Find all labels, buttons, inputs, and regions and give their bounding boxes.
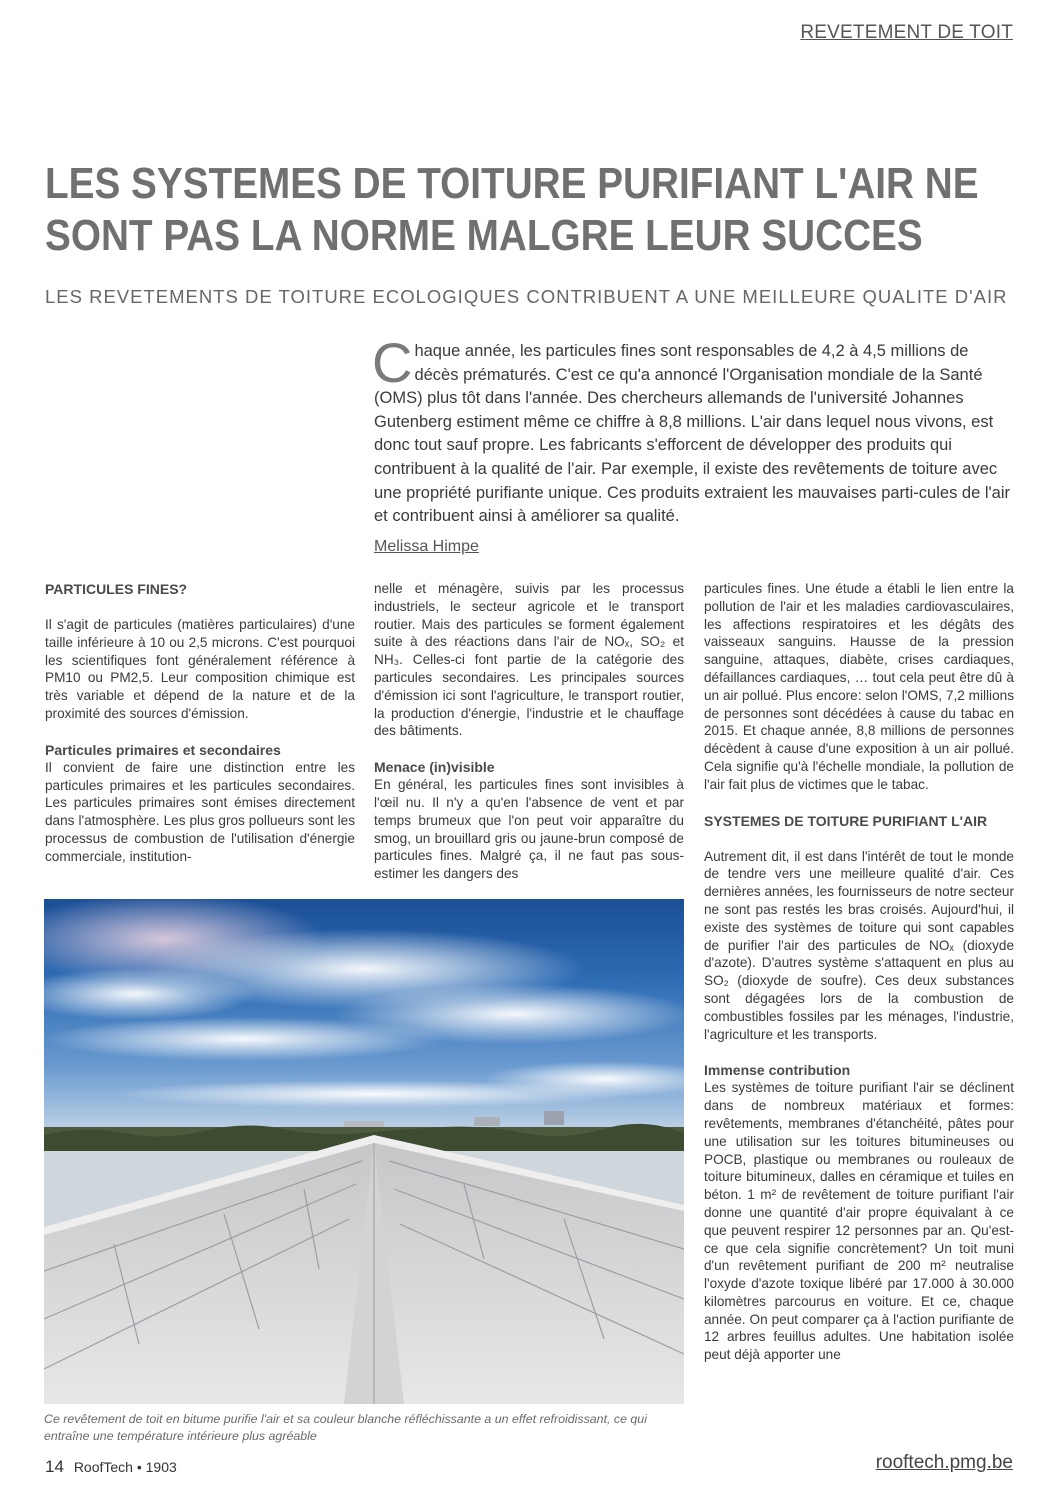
heading-systemes-de-toiture: SYSTEMES DE TOITURE PURIFIANT L'AIR <box>704 812 988 829</box>
title-line-1: LES SYSTEMES DE TOITURE PURIFIANT L'AIR NE <box>45 159 979 208</box>
subheading-particules-primaires: Particules primaires et secondaires <box>45 741 281 758</box>
section-tag: REVETEMENT DE TOIT <box>800 22 1013 43</box>
article-title <box>45 158 979 262</box>
paragraph: Les systèmes de toiture purifiant l'air se déclinent dans de nombreux matériaux et formes: revêtements, membranes d'étanchéité, pâtes pour une utilisation sur les toitures bitumineuses ou POCB, plastique ou membranes ou rouleaux de toiture bitumineux, dalles en céramique et tuiles en béton. 1 m² de revêtement de toiture purifiant l'air donne une quantité d'air propre équivalant à ce que peuvent respirer 12 personnes par an. Qu'est-ce que cela signifie concrètement? Un toit muni d'un revêtement purifiant de 200 m² neutralise l'oxyde d'azote toxique libéré par 17.000 à 30.000 kilomètres parcourus en voiture. Et ce, chaque année. On peut comparer ça à l'action purifiante de 12 arbres feuillus adultes. Une habitation isolée peut déjà apporter une <box>704 1080 1014 1363</box>
intro-text: haque année, les particules fines sont responsables de 4,2 à 4,5 millions de décès prématurés. C'est ce qu'a annoncé l'Organisation mondiale de la Santé (OMS) plus tôt dans l'année. Des chercheurs allemands de l'université Johannes Gutenberg estiment même ce chiffre à 8,8 millions. L'air dans lequel nous vivons, est donc tout sauf propre. Les fabricants s'efforcent de développer des produits qui contribuent à la qualité de l'air. Par exemple, il existe des revêtements de toiture avec une propriété purifiante unique. Ces produits extraient les mauvaises parti-cules de l'air et contribuent ainsi à améliorer sa qualité. <box>374 342 1010 526</box>
page-number: 14 <box>45 1457 64 1476</box>
paragraph: En général, les particules fines sont invisibles à l'œil nu. Il n'y a qu'en l'absence de vent et par temps brumeux que l'on peut voir apparaître du smog, un brouillard gris ou jaune-brun composé de particules fines. Malgré ça, il ne faut pas sous-estimer les dangers des <box>374 777 684 882</box>
magazine-issue: RoofTech • 1903 <box>73 1459 177 1475</box>
footer-left <box>45 1457 177 1477</box>
article-subtitle: LES REVETEMENTS DE TOITURE ECOLOGIQUES CONTRIBUENT A UNE MEILLEURE QUALITE D'AIR <box>45 286 1008 307</box>
heading-particules-fines: PARTICULES FINES? <box>45 581 188 597</box>
intro-paragraph <box>372 331 1014 529</box>
drop-cap: C <box>372 331 413 394</box>
photo-caption: Ce revêtement de toit en bitume purifie l'air et sa couleur blanche réfléchissante a un effet refroidissant, ce qui entraîne une température intérieure plus agréable <box>44 1412 647 1443</box>
roof-photo <box>44 899 684 1404</box>
title-line-2: SONT PAS LA NORME MALGRE LEUR SUCCES <box>45 211 923 260</box>
paragraph: nelle et ménagère, suivis par les processus industriels, le secteur agricole et le transport routier. Mais des particules se forment également suite à des réactions dans l'air de NOₓ, SO₂ et NH₃. Celles-ci font partie de la catégorie des particules secondaires. Les principales sources d'émission ici sont l'agriculture, le transport routier, la production d'énergie, l'industrie et le chauffage des bâtiments. <box>374 581 684 739</box>
column-1 <box>45 580 355 866</box>
subheading-menace-invisible: Menace (in)visible <box>374 759 495 776</box>
website-link[interactable]: rooftech.pmg.be <box>875 1452 1013 1473</box>
author-byline: Melissa Himpe <box>374 538 479 555</box>
paragraph: Il convient de faire une distinction entre les particules primaires et les particules secondaires. Les particules primaires sont émises directement dans l'atmosphère. Les plus gros pollueurs sont les processus de combustion de l'utilisation d'énergie commerciale, institution- <box>45 759 355 864</box>
subheading-immense-contribution: Immense contribution <box>704 1062 851 1079</box>
paragraph: particules fines. Une étude a établi le lien entre la pollution de l'air et les maladies cardiovasculaires, les affections respiratoires et les dégâts des vaisseaux sanguins. Hausse de la pression sanguine, attaques, diabète, crises cardiaques, défaillances cardiaques, … tout cela peut être dû à un air pollué. Plus encore: selon l'OMS, 7,2 millions de personnes sont décédées à cause du tabac en 2015. Et chaque année, 8,8 millions de personnes décèdent à cause d'une exposition à un air pollué. Cela signifie qu'à l'échelle mondiale, la pollution de l'air fait plus de victimes que le tabac. <box>704 581 1014 792</box>
roof-photo-illustration <box>44 899 684 1404</box>
column-3 <box>704 580 1014 1364</box>
paragraph: Autrement dit, il est dans l'intérêt de tout le monde de tendre vers une meilleure qualité d'air. Ces dernières années, les fournisseurs de notre secteur ne sont pas restés les bras croisés. Aujourd'hui, il existe des systèmes de toiture qui sont capables de purifier l'air des particules de NOₓ (dioxyde d'azote). D'autres système s'attaquent en plus au SO₂ (dioxyde de soufre). Ces deux substances sont dégagées lors de la combustion de combustibles fossiles par les ménages, l'industrie, l'agriculture et les transports. <box>704 848 1014 1042</box>
column-2 <box>374 580 684 883</box>
paragraph: Il s'agit de particules (matières particulaires) d'une taille inférieure à 10 ou 2,5 microns. C'est pourquoi les scientifiques font généralement référence à PM10 ou PM2,5. Leur composition chimique est très variable et dépend de la nature et de la proximité des sources d'émission. <box>45 617 355 721</box>
